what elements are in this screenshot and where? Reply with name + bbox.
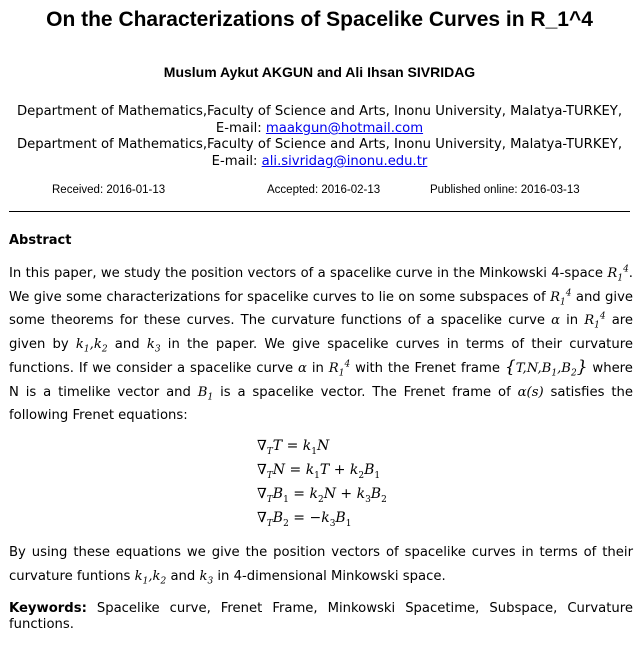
email-label: E-mail: — [211, 154, 258, 169]
text-span: are given by — [9, 313, 634, 352]
received-date: Received: 2016-01-13 — [52, 184, 166, 196]
text-span: in — [566, 313, 579, 328]
keywords-label: Keywords: — [9, 601, 87, 616]
math-alpha: α — [551, 313, 561, 328]
text-span: and give some theorems for these curves. The curvature functions of a spacelike curve — [9, 289, 633, 328]
math-R14: $R_1^4$ — [328, 359, 351, 379]
affiliation-dept: Department of Mathematics,Faculty of Science and Arts, Inonu University, Malatya-TURKEY, — [16, 137, 623, 152]
text-span: in 4-dimensional Minkowski space. — [217, 568, 446, 584]
math-k1k2: $k_1,k_2$ — [134, 568, 167, 587]
affiliation-1 — [0, 103, 639, 137]
equation-4: $\nabla_TB_2 = -k_3B_1$ — [257, 510, 352, 529]
header-divider — [9, 211, 630, 212]
abstract-heading: Abstract — [9, 233, 72, 248]
email-link[interactable]: ali.sivridag@inonu.edu.tr — [261, 154, 428, 169]
email-label: E-mail: — [215, 121, 262, 136]
abstract-paragraph-1 — [9, 262, 633, 428]
math-k3: $k_3$ — [146, 336, 161, 355]
text-span: is a spacelike vector. The Frenet frame of — [220, 384, 511, 400]
math-k3: $k_3$ — [199, 568, 214, 587]
math-R14: $R_1^4$ — [584, 311, 606, 331]
text-span: . We give some characterizations for spacelike curves to lie on some subspaces of — [9, 266, 633, 305]
abstract-paragraph-2 — [9, 541, 633, 588]
frenet-equations — [257, 434, 387, 530]
text-span: with the Frenet frame — [355, 361, 500, 376]
keywords-text: Spacelike curve, Frenet Frame, Minkowski Spacetime, Subspace, Curvature functions. — [9, 601, 633, 632]
math-R14: $R_1^4$ — [550, 288, 572, 308]
paper-authors: Muslum Aykut AKGUN and Ali Ihsan SIVRIDAG — [163, 64, 476, 80]
equation-1: $\nabla_TT = k_1N$ — [257, 438, 330, 457]
email-link[interactable]: maakgun@hotmail.com — [265, 121, 424, 136]
math-alpha-s: α(s) — [517, 384, 544, 400]
text-span: in the paper. We give spacelike curves in terms of their curvature functions. If we consider a spacelike curve — [9, 336, 633, 376]
affiliation-2 — [0, 136, 639, 170]
text-span: satisfies the following Frenet equations: — [9, 384, 633, 423]
text-span: and — [170, 568, 196, 584]
text-span: where N is a timelike vector and — [9, 361, 633, 400]
paper-title: On the Characterizations of Spacelike Curves in R_1^4 — [46, 8, 593, 31]
published-date: Published online: 2016-03-13 — [430, 184, 580, 196]
keywords — [9, 601, 633, 633]
math-k1k2: $k_1,k_2$ — [75, 336, 108, 355]
text-span: In this paper, we study the position vectors of a spacelike curve in the Minkowski 4-space — [9, 266, 604, 281]
equation-2: $\nabla_TN = k_1T + k_2B_1$ — [257, 462, 381, 481]
math-alpha: α — [298, 361, 307, 376]
text-span: By using these equations we give the position vectors of spacelike curves in terms of their curvature funtions — [9, 545, 633, 584]
math-B1: $B_1$ — [197, 384, 214, 403]
affiliation-dept: Department of Mathematics,Faculty of Science and Arts, Inonu University, Malatya-TURKEY, — [16, 104, 623, 119]
math-frenet-frame: $\{T,N,B_1,B_2\}$ — [504, 357, 588, 379]
equation-3: $\nabla_TB_1 = k_2N + k_3B_2$ — [257, 486, 387, 505]
math-R14: $R_1^4$ — [607, 264, 629, 284]
accepted-date: Accepted: 2016-02-13 — [267, 184, 381, 196]
text-span: in — [311, 361, 324, 376]
text-span: and — [114, 336, 140, 352]
